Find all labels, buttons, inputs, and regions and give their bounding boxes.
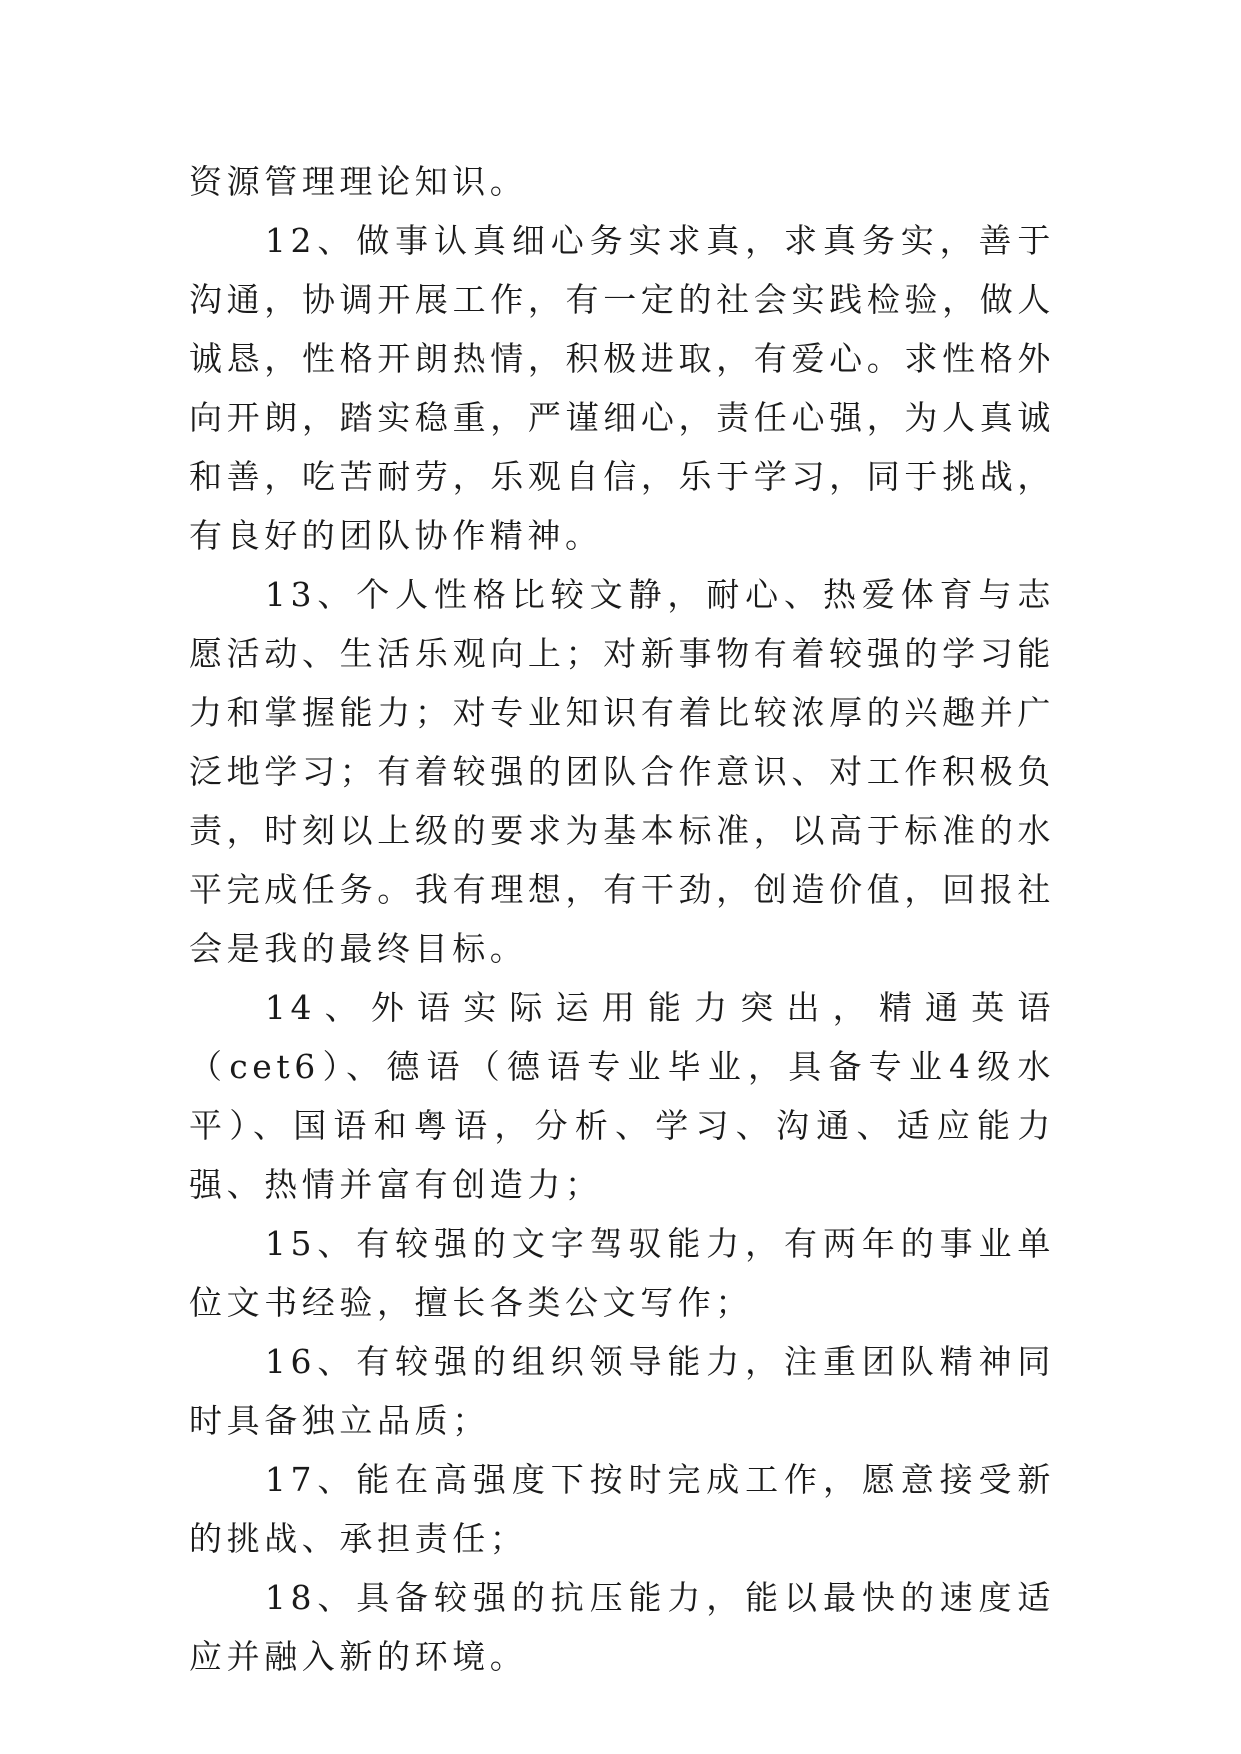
document-body (189, 152, 1055, 1686)
paragraph-item-14: 14、外语实际运用能力突出，精通英语（cet6）、德语（德语专业毕业，具备专业4级水平）、国语和粤语，分析、学习、沟通、适应能力强、热情并富有创造力； (189, 988, 1055, 1204)
paragraph-continuation: 资源管理理论知识。 (189, 162, 528, 201)
paragraph-item-17: 17、能在高强度下按时完成工作，愿意接受新的挑战、承担责任； (189, 1460, 1055, 1558)
paragraph-item-16: 16、有较强的组织领导能力，注重团队精神同时具备独立品质； (189, 1342, 1055, 1440)
paragraph-item-13: 13、个人性格比较文静，耐心、热爱体育与志愿活动、生活乐观向上；对新事物有着较强的学习能力和掌握能力；对专业知识有着比较浓厚的兴趣并广泛地学习；有着较强的团队合作意识、对工作积极负责，时刻以上级的要求为基本标准，以高于标准的水平完成任务。我有理想，有干劲，创造价值，回报社会是我的最终目标。 (189, 575, 1055, 968)
paragraph-item-15: 15、有较强的文字驾驭能力，有两年的事业单位文书经验，擅长各类公文写作； (189, 1224, 1055, 1322)
paragraph-item-18: 18、具备较强的抗压能力，能以最快的速度适应并融入新的环境。 (189, 1578, 1055, 1676)
paragraph-item-12: 12、做事认真细心务实求真，求真务实，善于沟通，协调开展工作，有一定的社会实践检验，做人诚恳，性格开朗热情，积极进取，有爱心。求性格外向开朗，踏实稳重，严谨细心，责任心强，为人真诚和善，吃苦耐劳，乐观自信，乐于学习，同于挑战，有良好的团队协作精神。 (189, 221, 1055, 555)
